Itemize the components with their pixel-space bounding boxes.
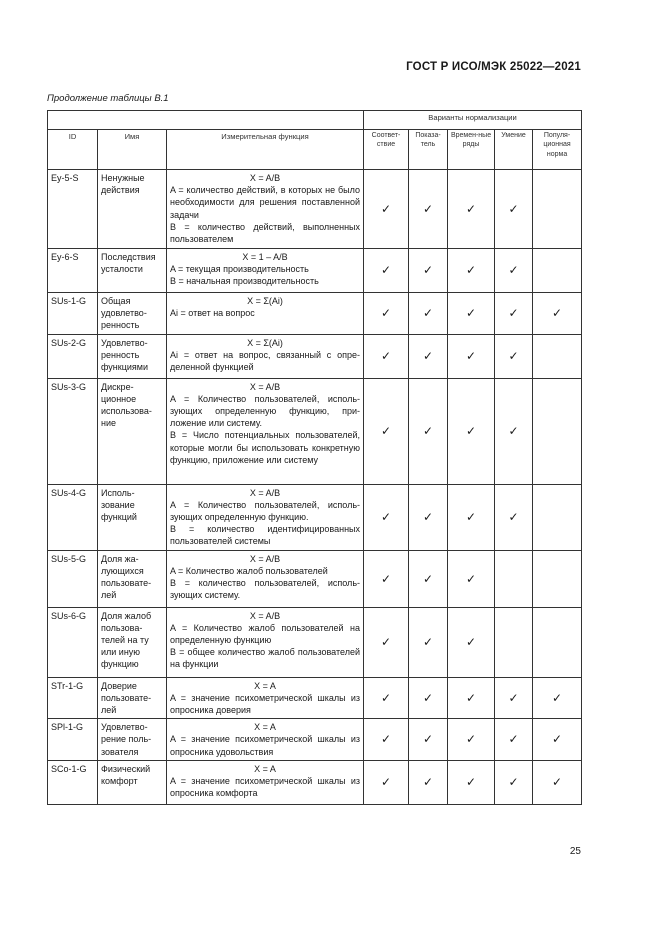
measurement-function <box>167 760 364 804</box>
col-header-skill: Умение <box>495 130 533 170</box>
check-population <box>533 378 582 484</box>
measure-name: Удовлетворенность функциями <box>98 334 167 378</box>
formula-definition: A = значение психометрической шкалы из опросника доверия <box>170 692 361 716</box>
formula: X = 1 – A/B <box>242 252 288 262</box>
check-skill: ✓ <box>495 378 533 484</box>
check-skill <box>495 607 533 677</box>
check-skill: ✓ <box>495 760 533 804</box>
formula-definition: B = количество пользователей, использующих систему. <box>170 578 361 601</box>
check-time-series: ✓ <box>448 719 495 761</box>
check-indicator: ✓ <box>409 249 448 293</box>
normalization-group-header: Варианты нормализации <box>364 111 582 130</box>
measure-id: SUs-5-G <box>48 550 98 607</box>
measurement-function <box>167 170 364 249</box>
check-population <box>533 550 582 607</box>
table-row <box>48 719 582 761</box>
measure-name: Физический комфорт <box>98 760 167 804</box>
check-skill: ✓ <box>495 170 533 249</box>
check-population: ✓ <box>533 677 582 719</box>
check-skill: ✓ <box>495 293 533 335</box>
check-conformity: ✓ <box>364 334 409 378</box>
formula-definition: A = количество действий, в которых не было необходимости для решения поставленной задачи <box>170 185 361 220</box>
check-skill: ✓ <box>495 334 533 378</box>
measure-id: SUs-4-G <box>48 484 98 550</box>
check-skill: ✓ <box>495 249 533 293</box>
formula: X = A/B <box>249 381 281 392</box>
measure-name: Общая удовлетворенность <box>98 293 167 335</box>
formula-definition: B = общее количество жалоб пользователей на функции <box>170 647 361 670</box>
measure-name: Последствия усталости <box>98 249 167 293</box>
check-population: ✓ <box>533 293 582 335</box>
measurement-function <box>167 334 364 378</box>
check-indicator: ✓ <box>409 334 448 378</box>
formula-definition: A = Количество пользователей, использующих определенную функцию, приложение или систему. <box>170 393 361 429</box>
formula: X = A <box>254 680 276 691</box>
check-conformity: ✓ <box>364 607 409 677</box>
col-header-indicator: Показа-тель <box>409 130 448 170</box>
measure-id: SCo-1-G <box>48 760 98 804</box>
check-population <box>533 249 582 293</box>
table-row <box>48 249 582 293</box>
measure-id: SUs-2-G <box>48 334 98 378</box>
check-conformity: ✓ <box>364 677 409 719</box>
table-row <box>48 484 582 550</box>
check-conformity: ✓ <box>364 378 409 484</box>
col-header-function: Измерительная функция <box>167 130 364 170</box>
col-header-time-series: Времен-ные ряды <box>448 130 495 170</box>
formula-definition: A = Количество жалоб пользователей на определенную функцию <box>170 622 361 646</box>
check-conformity: ✓ <box>364 484 409 550</box>
check-indicator: ✓ <box>409 719 448 761</box>
measure-id: Ey-6-S <box>48 249 98 293</box>
check-time-series: ✓ <box>448 484 495 550</box>
check-skill: ✓ <box>495 677 533 719</box>
check-population <box>533 607 582 677</box>
check-conformity: ✓ <box>364 249 409 293</box>
formula: X = A/B <box>249 173 281 183</box>
check-indicator: ✓ <box>409 607 448 677</box>
measurement-function <box>167 293 364 335</box>
formula-definition: B = начальная производительность <box>170 276 319 287</box>
check-indicator: ✓ <box>409 378 448 484</box>
check-conformity: ✓ <box>364 719 409 761</box>
col-header-population: Популя-ционная норма <box>533 130 582 170</box>
measure-name: Использование функций <box>98 484 167 550</box>
document-title: ГОСТ Р ИСО/МЭК 25022—2021 <box>406 61 581 73</box>
table-row <box>48 550 582 607</box>
check-time-series: ✓ <box>448 607 495 677</box>
measure-id: SPl-1-G <box>48 719 98 761</box>
formula: X = A <box>254 722 276 733</box>
check-time-series: ✓ <box>448 550 495 607</box>
check-time-series: ✓ <box>448 334 495 378</box>
check-conformity: ✓ <box>364 170 409 249</box>
col-header-conformity: Соответ-ствие <box>364 130 409 170</box>
formula: X = A/B <box>249 610 281 621</box>
header-empty-cell <box>48 111 364 130</box>
check-indicator: ✓ <box>409 550 448 607</box>
measurement-function <box>167 677 364 719</box>
check-population: ✓ <box>533 760 582 804</box>
measurement-function <box>167 550 364 607</box>
formula: X = Σ(Ai) <box>247 296 283 306</box>
check-population: ✓ <box>533 719 582 761</box>
check-conformity: ✓ <box>364 760 409 804</box>
check-conformity: ✓ <box>364 550 409 607</box>
measurement-function <box>167 719 364 761</box>
check-population <box>533 484 582 550</box>
formula-definition: B = Число потенциальных пользователей, которые могли бы использовать конкретную функцию, приложение или систему <box>170 430 361 465</box>
formula-definition: A = Количество жалоб пользователей <box>170 565 328 576</box>
check-time-series: ✓ <box>448 249 495 293</box>
table-row <box>48 607 582 677</box>
formula-definition: A = значение психометрической шкалы из опросника удовольствия <box>170 734 361 757</box>
formula-definition: B = количество идентифицированных пользователей системы <box>170 524 361 547</box>
measure-name: Дискреционное использование <box>98 378 167 484</box>
measurement-function <box>167 249 364 293</box>
formula: X = A/B <box>249 553 281 564</box>
formula: X = A/B <box>249 487 281 498</box>
check-indicator: ✓ <box>409 170 448 249</box>
formula: X = Σ(Ai) <box>247 337 283 348</box>
measurement-function <box>167 607 364 677</box>
check-time-series: ✓ <box>448 760 495 804</box>
measure-id: SUs-3-G <box>48 378 98 484</box>
page-number: 25 <box>569 846 581 857</box>
check-time-series: ✓ <box>448 293 495 335</box>
check-population <box>533 170 582 249</box>
table-row <box>48 378 582 484</box>
table-row <box>48 293 582 335</box>
formula-definition: Ai = ответ на вопрос, связанный с определенной функцией <box>170 349 361 373</box>
check-indicator: ✓ <box>409 293 448 335</box>
measure-name: Ненужные действия <box>98 170 167 249</box>
measure-name: Доверие пользователей <box>98 677 167 719</box>
check-skill: ✓ <box>495 719 533 761</box>
formula-definition: Ai = ответ на вопрос <box>170 308 255 319</box>
table-row <box>48 170 582 249</box>
table-row <box>48 677 582 719</box>
measurement-function <box>167 378 364 484</box>
measure-id: STr-1-G <box>48 677 98 719</box>
table-row <box>48 760 582 804</box>
check-time-series: ✓ <box>448 170 495 249</box>
formula-definition: B = количество действий, выполненных пользователем <box>170 221 361 245</box>
check-indicator: ✓ <box>409 677 448 719</box>
measure-name: Удовлетворение пользователя <box>98 719 167 761</box>
check-skill <box>495 550 533 607</box>
check-conformity: ✓ <box>364 293 409 335</box>
measure-name: Доля жалующихся пользователей <box>98 550 167 607</box>
table-continuation-caption: Продолжение таблицы В.1 <box>47 93 169 104</box>
col-header-id: ID <box>48 130 98 170</box>
formula-definition: A = Количество пользователей, использующих определенную функцию. <box>170 499 361 523</box>
measurement-function <box>167 484 364 550</box>
col-header-name: Имя <box>98 130 167 170</box>
measure-name: Доля жалоб пользователей на ту или иную функцию <box>98 607 167 677</box>
formula: X = A <box>254 763 276 774</box>
check-time-series: ✓ <box>448 677 495 719</box>
check-population <box>533 334 582 378</box>
table-row <box>48 334 582 378</box>
measures-table <box>47 110 582 805</box>
formula-definition: A = текущая производительность <box>170 264 309 275</box>
measure-id: SUs-1-G <box>48 293 98 335</box>
measure-id: Ey-5-S <box>48 170 98 249</box>
check-skill: ✓ <box>495 484 533 550</box>
check-time-series: ✓ <box>448 378 495 484</box>
check-indicator: ✓ <box>409 484 448 550</box>
measure-id: SUs-6-G <box>48 607 98 677</box>
check-indicator: ✓ <box>409 760 448 804</box>
formula-definition: A = значение психометрической шкалы из опросника комфорта <box>170 776 361 799</box>
